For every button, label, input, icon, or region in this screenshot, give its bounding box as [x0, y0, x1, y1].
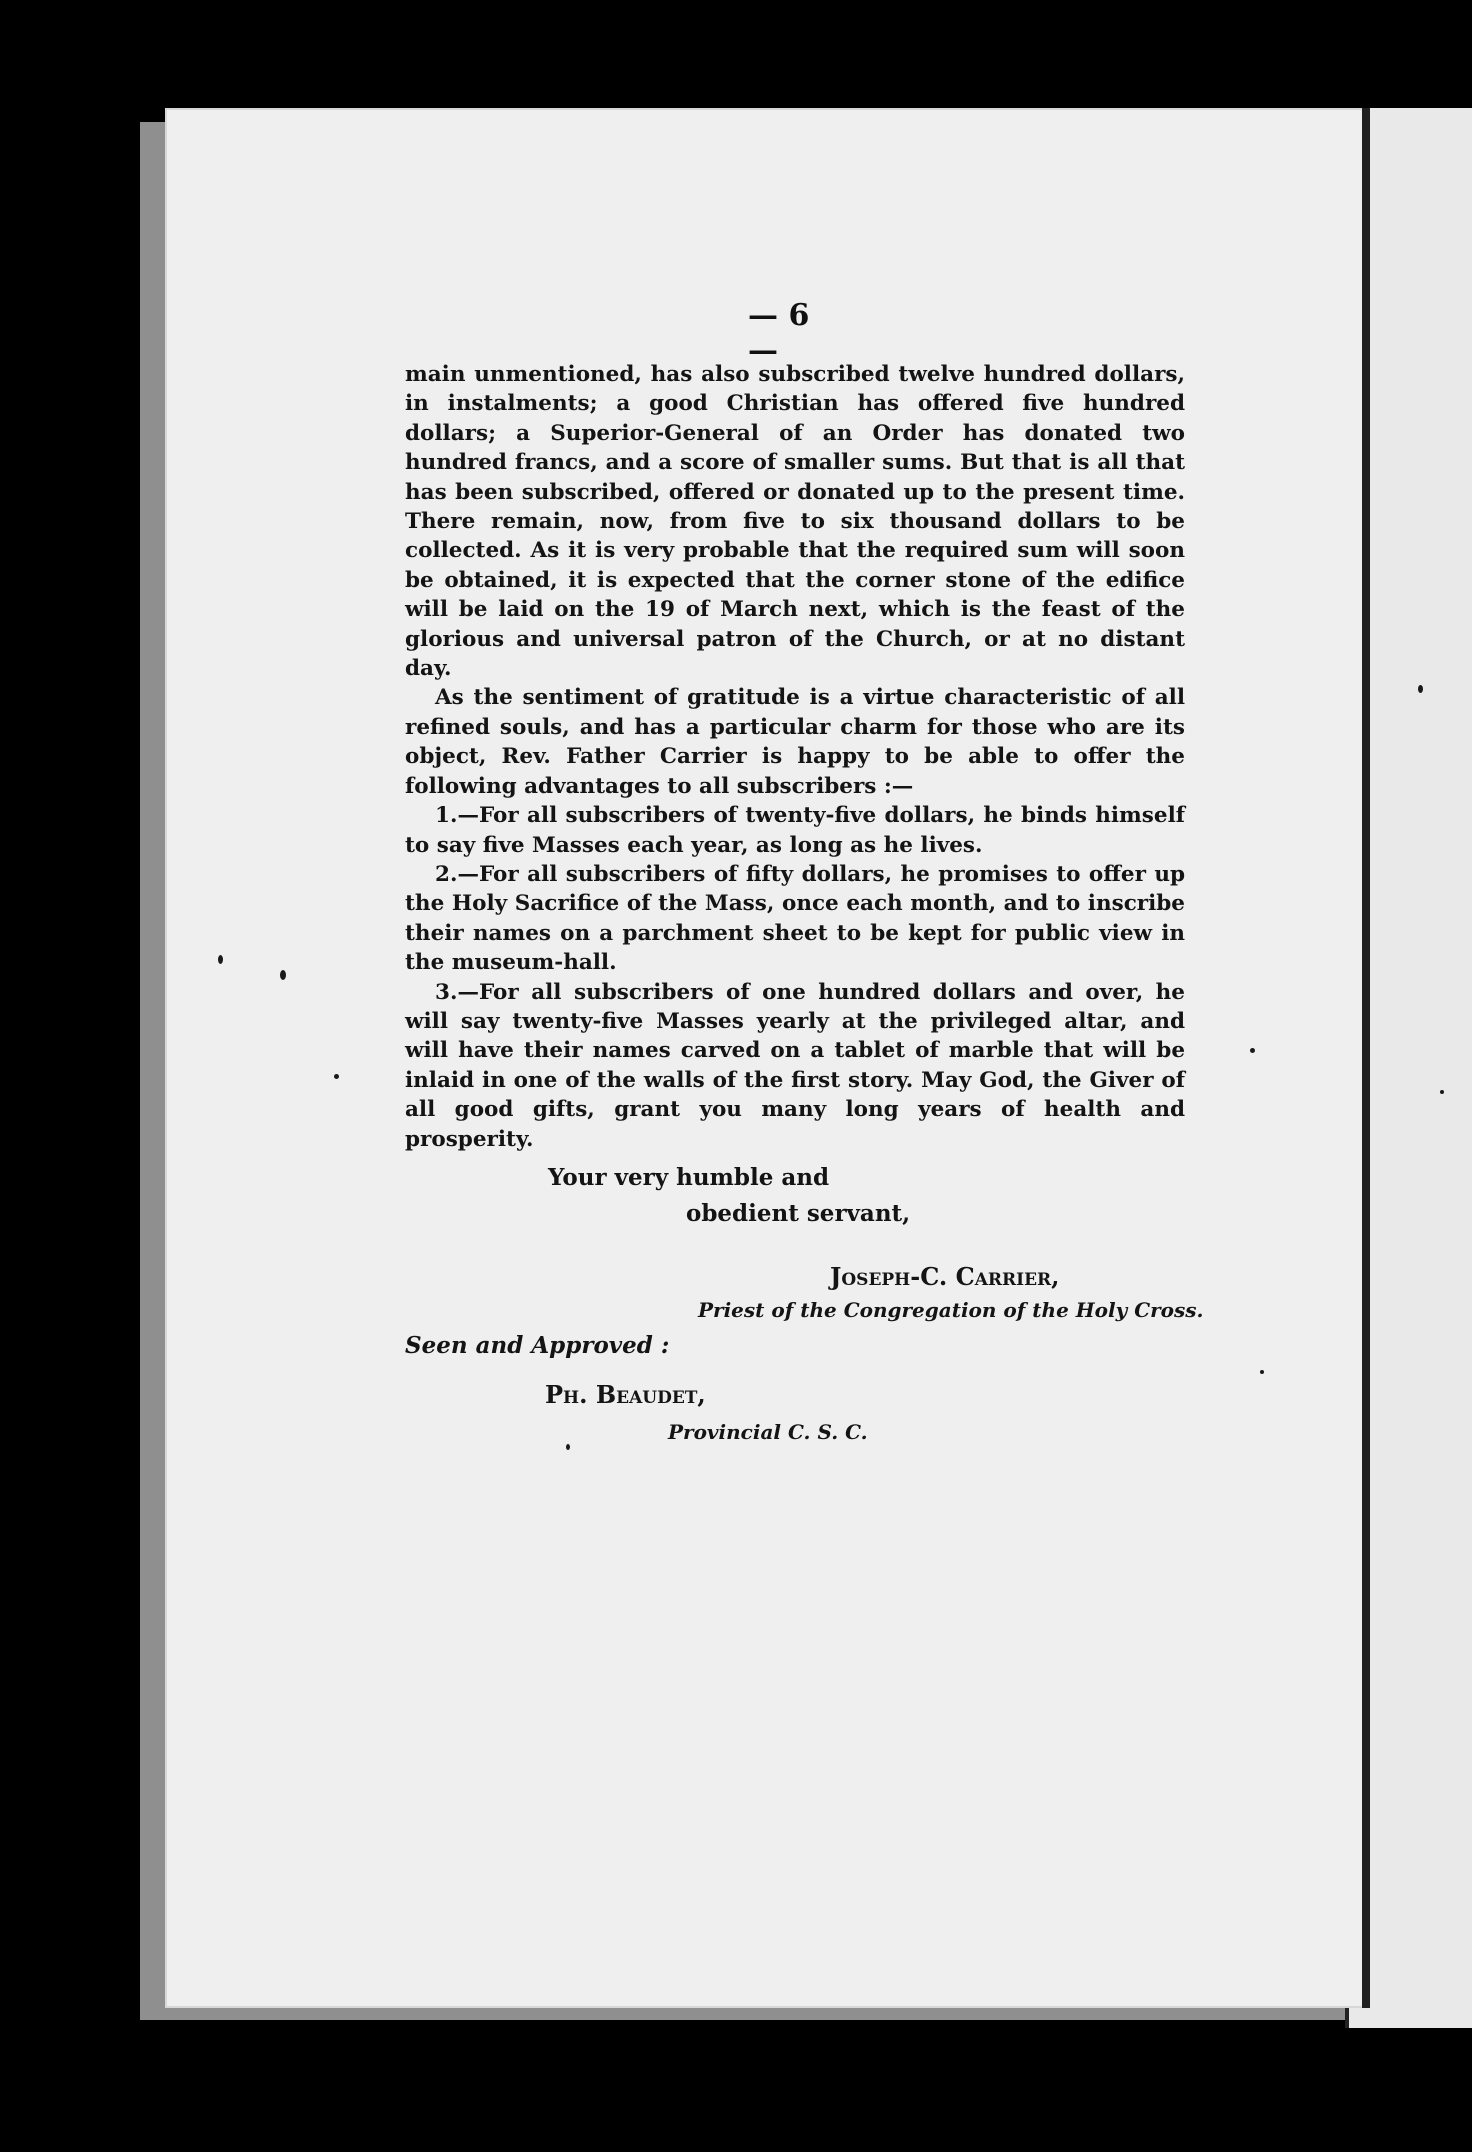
scan-speck [566, 1444, 570, 1450]
paragraph: 2.—For all subscribers of fifty dollars, he promises to offer up the Holy Sacrifice of the Mass, once each month, and to inscribe their names on a parchment sheet to be kept for public view in the museum-hall. [405, 861, 1185, 976]
paragraph: 3.—For all subscribers of one hundred dollars and over, he will say twenty-five Masses yearly at the privileged altar, and will have their names carved on a tablet of marble that will be inlaid in one of the walls of the first story. May God, the Giver of all good gifts, grant you many long years of health and prosperity. [405, 979, 1185, 1152]
approval-label: Seen and Approved : [405, 1332, 670, 1359]
paragraph: main unmentioned, has also subscribed twelve hundred dollars, in instalments; a good Christian has offered five hundred dollars; a Superior-General of an Order has donated two hundred francs, and a score of smaller sums. But that is all that has been subscribed, offered or donated up to the present time. There remain, now, from five to six thousand dollars to be collected. As it is very probable that the required sum will soon be obtained, it is expected that the corner stone of the edifice will be laid on the 19 of March next, which is the feast of the glorious and universal patron of the Church, or at no distant day. [405, 362, 1185, 682]
scan-speck [1260, 1370, 1264, 1374]
approval-title: Provincial C. S. C. [668, 1420, 868, 1444]
scan-speck [334, 1074, 339, 1079]
scan-speck [280, 970, 286, 980]
scan-speck [1250, 1048, 1255, 1053]
scan-speck [218, 955, 223, 964]
approval-name: Ph. Beaudet, [545, 1380, 706, 1409]
closing-line-2: obedient servant, [686, 1200, 911, 1227]
paragraph: As the sentiment of gratitude is a virtue characteristic of all refined souls, and has a particular charm for those who are its object, Rev. Father Carrier is happy to be able to offer the following advantages to all subscribers :— [405, 685, 1185, 799]
paragraph: 1.—For all subscribers of twenty-five dollars, he binds himself to say five Masses each year, as long as he lives. [405, 803, 1185, 858]
signature-name: Joseph-C. Carrier, [830, 1262, 1060, 1291]
signature-title: Priest of the Congregation of the Holy Cross. [698, 1298, 1204, 1322]
page-number: — 6 — [748, 298, 810, 368]
page-edge [1362, 108, 1370, 2008]
scan-speck [1418, 685, 1423, 693]
scan-speck [1440, 1090, 1444, 1094]
closing-line-1: Your very humble and [548, 1164, 830, 1191]
letter-body [405, 360, 1185, 1154]
